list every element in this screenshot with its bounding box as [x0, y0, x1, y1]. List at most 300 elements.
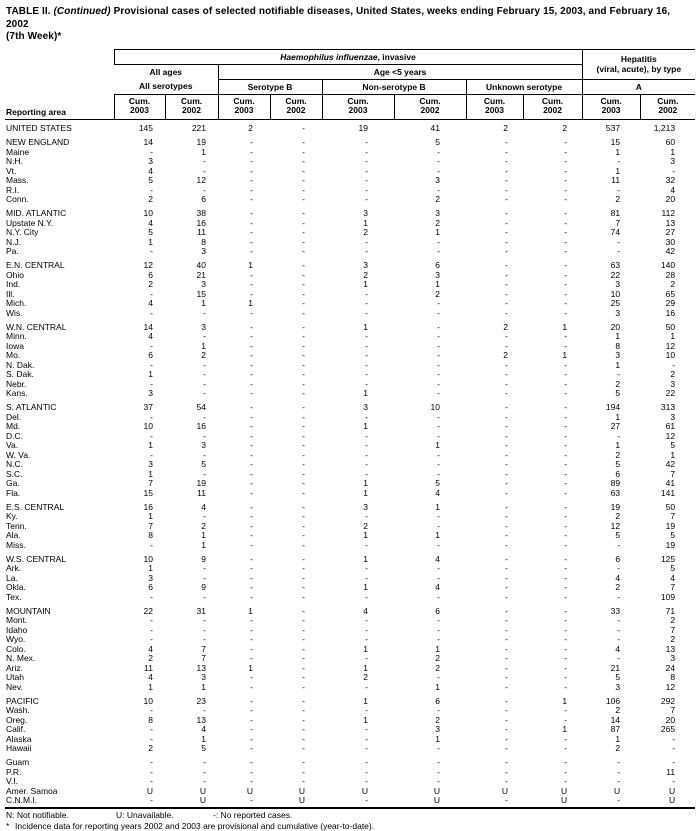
reporting-area-cell: Amer. Samoa	[5, 787, 114, 797]
value-cell: -	[523, 564, 582, 574]
value-cell: -	[165, 167, 218, 177]
table-row	[5, 645, 695, 655]
value-cell: 5	[114, 228, 165, 238]
value-cell: 4	[582, 645, 640, 655]
table-row	[5, 370, 695, 380]
value-cell: 8	[114, 531, 165, 541]
value-cell: -	[270, 157, 322, 167]
notifiable-diseases-table	[5, 49, 695, 809]
cum-2003-header: Cum. 2003	[218, 94, 270, 119]
value-cell: -	[466, 522, 523, 532]
value-cell: -	[523, 413, 582, 423]
value-cell: -	[218, 654, 270, 664]
value-cell: -	[114, 380, 165, 390]
value-cell: 15	[165, 290, 218, 300]
value-cell: 12	[640, 432, 695, 442]
value-cell: 3	[394, 205, 466, 219]
value-cell: 3	[582, 683, 640, 693]
non-serotype-b-header: Non-serotype B	[322, 79, 466, 94]
value-cell: -	[322, 460, 394, 470]
value-cell: -	[466, 195, 523, 205]
value-cell: -	[322, 134, 394, 148]
value-cell: -	[394, 332, 466, 342]
value-cell: -	[270, 692, 322, 706]
reporting-area-cell: Ariz.	[5, 664, 114, 674]
reporting-area-cell: N.Y. City	[5, 228, 114, 238]
value-cell: 1	[582, 332, 640, 342]
table-row	[5, 744, 695, 754]
value-cell: -	[640, 167, 695, 177]
value-cell: -	[466, 470, 523, 480]
value-cell: 1	[322, 389, 394, 399]
value-cell: -	[218, 635, 270, 645]
value-cell: -	[466, 796, 523, 808]
value-cell: 60	[640, 134, 695, 148]
table-row	[5, 186, 695, 196]
value-cell: 1	[322, 318, 394, 332]
value-cell: U	[218, 787, 270, 797]
reporting-area-header: Reporting area	[5, 49, 114, 119]
value-cell: 14	[114, 318, 165, 332]
value-cell: -	[270, 583, 322, 593]
reporting-area-cell: Pa.	[5, 247, 114, 257]
value-cell: -	[523, 370, 582, 380]
value-cell: -	[582, 777, 640, 787]
value-cell: 1	[322, 219, 394, 229]
value-cell: -	[270, 716, 322, 726]
value-cell: -	[523, 635, 582, 645]
value-cell: -	[165, 432, 218, 442]
value-cell: -	[218, 593, 270, 603]
cum-2003-header: Cum. 2003	[582, 94, 640, 119]
value-cell: -	[270, 541, 322, 551]
value-cell: -	[270, 361, 322, 371]
value-cell: -	[165, 380, 218, 390]
value-cell: -	[466, 654, 523, 664]
reporting-area-cell: Upstate N.Y.	[5, 219, 114, 229]
value-cell: 23	[165, 692, 218, 706]
value-cell: 7	[640, 706, 695, 716]
value-cell: -	[322, 157, 394, 167]
value-cell: -	[218, 432, 270, 442]
table-row	[5, 583, 695, 593]
table-row	[5, 432, 695, 442]
value-cell: U	[270, 796, 322, 808]
value-cell: -	[218, 470, 270, 480]
value-cell: -	[640, 744, 695, 754]
value-cell: 10	[114, 550, 165, 564]
value-cell: 1	[114, 470, 165, 480]
value-cell: -	[114, 626, 165, 636]
value-cell: 2	[466, 318, 523, 332]
value-cell: -	[582, 157, 640, 167]
value-cell: -	[523, 768, 582, 778]
value-cell: -	[114, 635, 165, 645]
value-cell: 10	[394, 399, 466, 413]
value-cell: -	[218, 134, 270, 148]
value-cell: -	[270, 351, 322, 361]
value-cell: 1	[523, 351, 582, 361]
value-cell: 2	[114, 280, 165, 290]
value-cell: -	[165, 754, 218, 768]
value-cell: 1	[394, 531, 466, 541]
table-row	[5, 238, 695, 248]
value-cell: 5	[394, 479, 466, 489]
table-row	[5, 228, 695, 238]
value-cell: -	[114, 754, 165, 768]
value-cell: 1	[114, 238, 165, 248]
value-cell: -	[466, 271, 523, 281]
value-cell: 2	[114, 654, 165, 664]
value-cell: U	[640, 796, 695, 808]
value-cell: -	[523, 219, 582, 229]
value-cell: -	[270, 332, 322, 342]
value-cell: -	[270, 299, 322, 309]
value-cell: -	[165, 309, 218, 319]
value-cell: -	[218, 176, 270, 186]
table-row	[5, 564, 695, 574]
value-cell: -	[466, 673, 523, 683]
age-under5-header: Age <5 years	[218, 64, 582, 79]
value-cell: -	[394, 167, 466, 177]
value-cell: -	[582, 635, 640, 645]
value-cell: 4	[114, 167, 165, 177]
value-cell: 3	[165, 280, 218, 290]
value-cell: -	[523, 754, 582, 768]
value-cell: -	[466, 616, 523, 626]
value-cell: -	[322, 754, 394, 768]
value-cell: 1	[394, 441, 466, 451]
value-cell: -	[466, 370, 523, 380]
reporting-area-cell: Nev.	[5, 683, 114, 693]
value-cell: -	[394, 451, 466, 461]
value-cell: -	[322, 470, 394, 480]
value-cell: U	[165, 787, 218, 797]
value-cell: -	[523, 186, 582, 196]
value-cell: 8	[640, 673, 695, 683]
reporting-area-cell: Kans.	[5, 389, 114, 399]
value-cell: 1	[394, 228, 466, 238]
table-row	[5, 257, 695, 271]
value-cell: -	[270, 564, 322, 574]
value-cell: -	[322, 768, 394, 778]
value-cell: 1	[523, 692, 582, 706]
value-cell: 16	[114, 498, 165, 512]
value-cell: 2	[394, 716, 466, 726]
value-cell: -	[466, 205, 523, 219]
value-cell: 10	[114, 205, 165, 219]
value-cell: 3	[582, 280, 640, 290]
value-cell: -	[270, 167, 322, 177]
value-cell: -	[218, 351, 270, 361]
cum-2003-header: Cum. 2003	[466, 94, 523, 119]
reporting-area-cell: P.R.	[5, 768, 114, 778]
value-cell: -	[114, 777, 165, 787]
value-cell: -	[114, 616, 165, 626]
value-cell: 6	[114, 583, 165, 593]
value-cell: -	[394, 673, 466, 683]
table-row	[5, 664, 695, 674]
value-cell: -	[270, 219, 322, 229]
value-cell: -	[270, 683, 322, 693]
value-cell: 11	[640, 768, 695, 778]
value-cell: 5	[165, 460, 218, 470]
value-cell: 12	[640, 683, 695, 693]
value-cell: -	[114, 541, 165, 551]
reporting-area-cell: N.C.	[5, 460, 114, 470]
value-cell: -	[582, 541, 640, 551]
reporting-area-cell: PACIFIC	[5, 692, 114, 706]
all-ages-header: All ages	[114, 64, 218, 79]
value-cell: 3	[114, 460, 165, 470]
title-continued: (Continued)	[53, 6, 110, 17]
value-cell: -	[270, 389, 322, 399]
value-cell: -	[523, 134, 582, 148]
value-cell: -	[270, 768, 322, 778]
value-cell: 194	[582, 399, 640, 413]
value-cell: 1	[322, 716, 394, 726]
value-cell: -	[165, 768, 218, 778]
value-cell: -	[218, 489, 270, 499]
value-cell: 11	[165, 228, 218, 238]
value-cell: -	[270, 512, 322, 522]
value-cell: -	[466, 768, 523, 778]
value-cell: -	[322, 238, 394, 248]
value-cell: -	[114, 432, 165, 442]
reporting-area-cell: MOUNTAIN	[5, 602, 114, 616]
value-cell: -	[523, 498, 582, 512]
value-cell: -	[322, 332, 394, 342]
value-cell: -	[394, 574, 466, 584]
value-cell: 2	[394, 290, 466, 300]
table-row	[5, 754, 695, 768]
table-row	[5, 290, 695, 300]
table-row	[5, 134, 695, 148]
value-cell: 6	[394, 602, 466, 616]
value-cell: 10	[640, 351, 695, 361]
value-cell: -	[270, 399, 322, 413]
value-cell: -	[466, 186, 523, 196]
value-cell: 1	[582, 361, 640, 371]
value-cell: 20	[640, 716, 695, 726]
reporting-area-cell: Vt.	[5, 167, 114, 177]
table-row	[5, 735, 695, 745]
value-cell: 41	[640, 479, 695, 489]
reporting-area-cell: Ohio	[5, 271, 114, 281]
value-cell: U	[582, 787, 640, 797]
value-cell: -	[218, 673, 270, 683]
value-cell: 537	[582, 119, 640, 134]
value-cell: -	[114, 186, 165, 196]
value-cell: -	[218, 413, 270, 423]
value-cell: 33	[582, 602, 640, 616]
value-cell: -	[165, 370, 218, 380]
value-cell: -	[394, 361, 466, 371]
legend	[5, 810, 695, 821]
value-cell: -	[270, 522, 322, 532]
table-row	[5, 626, 695, 636]
value-cell: -	[523, 441, 582, 451]
reporting-area-cell: C.N.M.I.	[5, 796, 114, 808]
value-cell: -	[165, 777, 218, 787]
value-cell: -	[270, 186, 322, 196]
value-cell: 3	[322, 399, 394, 413]
value-cell: 63	[582, 489, 640, 499]
value-cell: -	[523, 205, 582, 219]
value-cell: 5	[640, 564, 695, 574]
value-cell: -	[523, 550, 582, 564]
value-cell: 13	[165, 716, 218, 726]
value-cell: -	[218, 735, 270, 745]
reporting-area-cell: E.N. CENTRAL	[5, 257, 114, 271]
value-cell: 3	[394, 176, 466, 186]
footnote	[5, 821, 695, 831]
value-cell: -	[218, 479, 270, 489]
value-cell: -	[218, 645, 270, 655]
value-cell: -	[218, 186, 270, 196]
table-row	[5, 479, 695, 489]
value-cell: 4	[114, 299, 165, 309]
value-cell: 4	[114, 673, 165, 683]
value-cell: 140	[640, 257, 695, 271]
table-row	[5, 451, 695, 461]
value-cell: -	[523, 389, 582, 399]
haemophilus-group-header: Haemophilus influenzae, invasive	[114, 49, 582, 64]
table-row	[5, 512, 695, 522]
value-cell: 1	[322, 692, 394, 706]
table-title	[6, 6, 695, 44]
value-cell: -	[466, 725, 523, 735]
value-cell: 3	[582, 351, 640, 361]
value-cell: -	[523, 238, 582, 248]
value-cell: -	[218, 399, 270, 413]
value-cell: -	[466, 342, 523, 352]
value-cell: -	[218, 541, 270, 551]
value-cell: -	[640, 735, 695, 745]
value-cell: -	[466, 664, 523, 674]
table-row	[5, 351, 695, 361]
value-cell: 2	[640, 370, 695, 380]
value-cell: -	[322, 616, 394, 626]
value-cell: 1	[394, 735, 466, 745]
value-cell: -	[270, 205, 322, 219]
value-cell: -	[270, 460, 322, 470]
value-cell: U	[270, 787, 322, 797]
value-cell: -	[394, 389, 466, 399]
value-cell: 1	[322, 583, 394, 593]
reporting-area-cell: UNITED STATES	[5, 119, 114, 134]
table-row	[5, 247, 695, 257]
value-cell: 20	[640, 195, 695, 205]
value-cell: 19	[165, 479, 218, 489]
table-row	[5, 157, 695, 167]
value-cell: 12	[640, 342, 695, 352]
value-cell: 28	[640, 271, 695, 281]
value-cell: 50	[640, 318, 695, 332]
value-cell: U	[394, 796, 466, 808]
value-cell: -	[523, 176, 582, 186]
value-cell: 1	[394, 683, 466, 693]
value-cell: 1	[218, 602, 270, 616]
value-cell: 16	[640, 309, 695, 319]
value-cell: -	[270, 271, 322, 281]
value-cell: 1	[218, 299, 270, 309]
reporting-area-cell: NEW ENGLAND	[5, 134, 114, 148]
title-prefix: TABLE II.	[6, 6, 53, 17]
value-cell: -	[322, 541, 394, 551]
value-cell: 3	[165, 247, 218, 257]
value-cell: -	[523, 195, 582, 205]
value-cell: -	[394, 470, 466, 480]
value-cell: 29	[640, 299, 695, 309]
value-cell: 6	[114, 271, 165, 281]
reporting-area-cell: Iowa	[5, 342, 114, 352]
reporting-area-cell: Ark.	[5, 564, 114, 574]
value-cell: 2	[322, 673, 394, 683]
reporting-area-cell: Mont.	[5, 616, 114, 626]
value-cell: -	[218, 796, 270, 808]
value-cell: 145	[114, 119, 165, 134]
table-row	[5, 541, 695, 551]
value-cell: -	[218, 692, 270, 706]
value-cell: -	[218, 716, 270, 726]
value-cell: -	[394, 413, 466, 423]
value-cell: -	[523, 479, 582, 489]
reporting-area-cell: V.I.	[5, 777, 114, 787]
value-cell: -	[270, 735, 322, 745]
value-cell: 265	[640, 725, 695, 735]
value-cell: 41	[394, 119, 466, 134]
value-cell: -	[523, 299, 582, 309]
value-cell: 1	[394, 498, 466, 512]
value-cell: 24	[640, 664, 695, 674]
table-row	[5, 654, 695, 664]
value-cell: 3	[114, 389, 165, 399]
value-cell: -	[523, 470, 582, 480]
value-cell: -	[322, 351, 394, 361]
value-cell: -	[218, 219, 270, 229]
value-cell: 1	[114, 564, 165, 574]
value-cell: 1	[322, 422, 394, 432]
reporting-area-cell: Oreg.	[5, 716, 114, 726]
value-cell: -	[523, 522, 582, 532]
value-cell: 2	[582, 706, 640, 716]
reporting-area-cell: Alaska	[5, 735, 114, 745]
reporting-area-cell: Va.	[5, 441, 114, 451]
value-cell: 11	[582, 176, 640, 186]
value-cell: -	[466, 422, 523, 432]
value-cell: -	[466, 706, 523, 716]
value-cell: 21	[582, 664, 640, 674]
reporting-area-cell: La.	[5, 574, 114, 584]
value-cell: -	[270, 498, 322, 512]
value-cell: 81	[582, 205, 640, 219]
value-cell: 1	[640, 148, 695, 158]
value-cell: -	[394, 186, 466, 196]
table-row	[5, 205, 695, 219]
value-cell: -	[523, 271, 582, 281]
value-cell: -	[466, 148, 523, 158]
value-cell: -	[114, 361, 165, 371]
reporting-area-cell: Okla.	[5, 583, 114, 593]
value-cell: -	[322, 299, 394, 309]
hepatitis-a-header: A	[582, 79, 695, 94]
value-cell: 3	[322, 257, 394, 271]
reporting-area-cell: N. Dak.	[5, 361, 114, 371]
value-cell: -	[218, 148, 270, 158]
value-cell: 38	[165, 205, 218, 219]
value-cell: -	[394, 148, 466, 158]
